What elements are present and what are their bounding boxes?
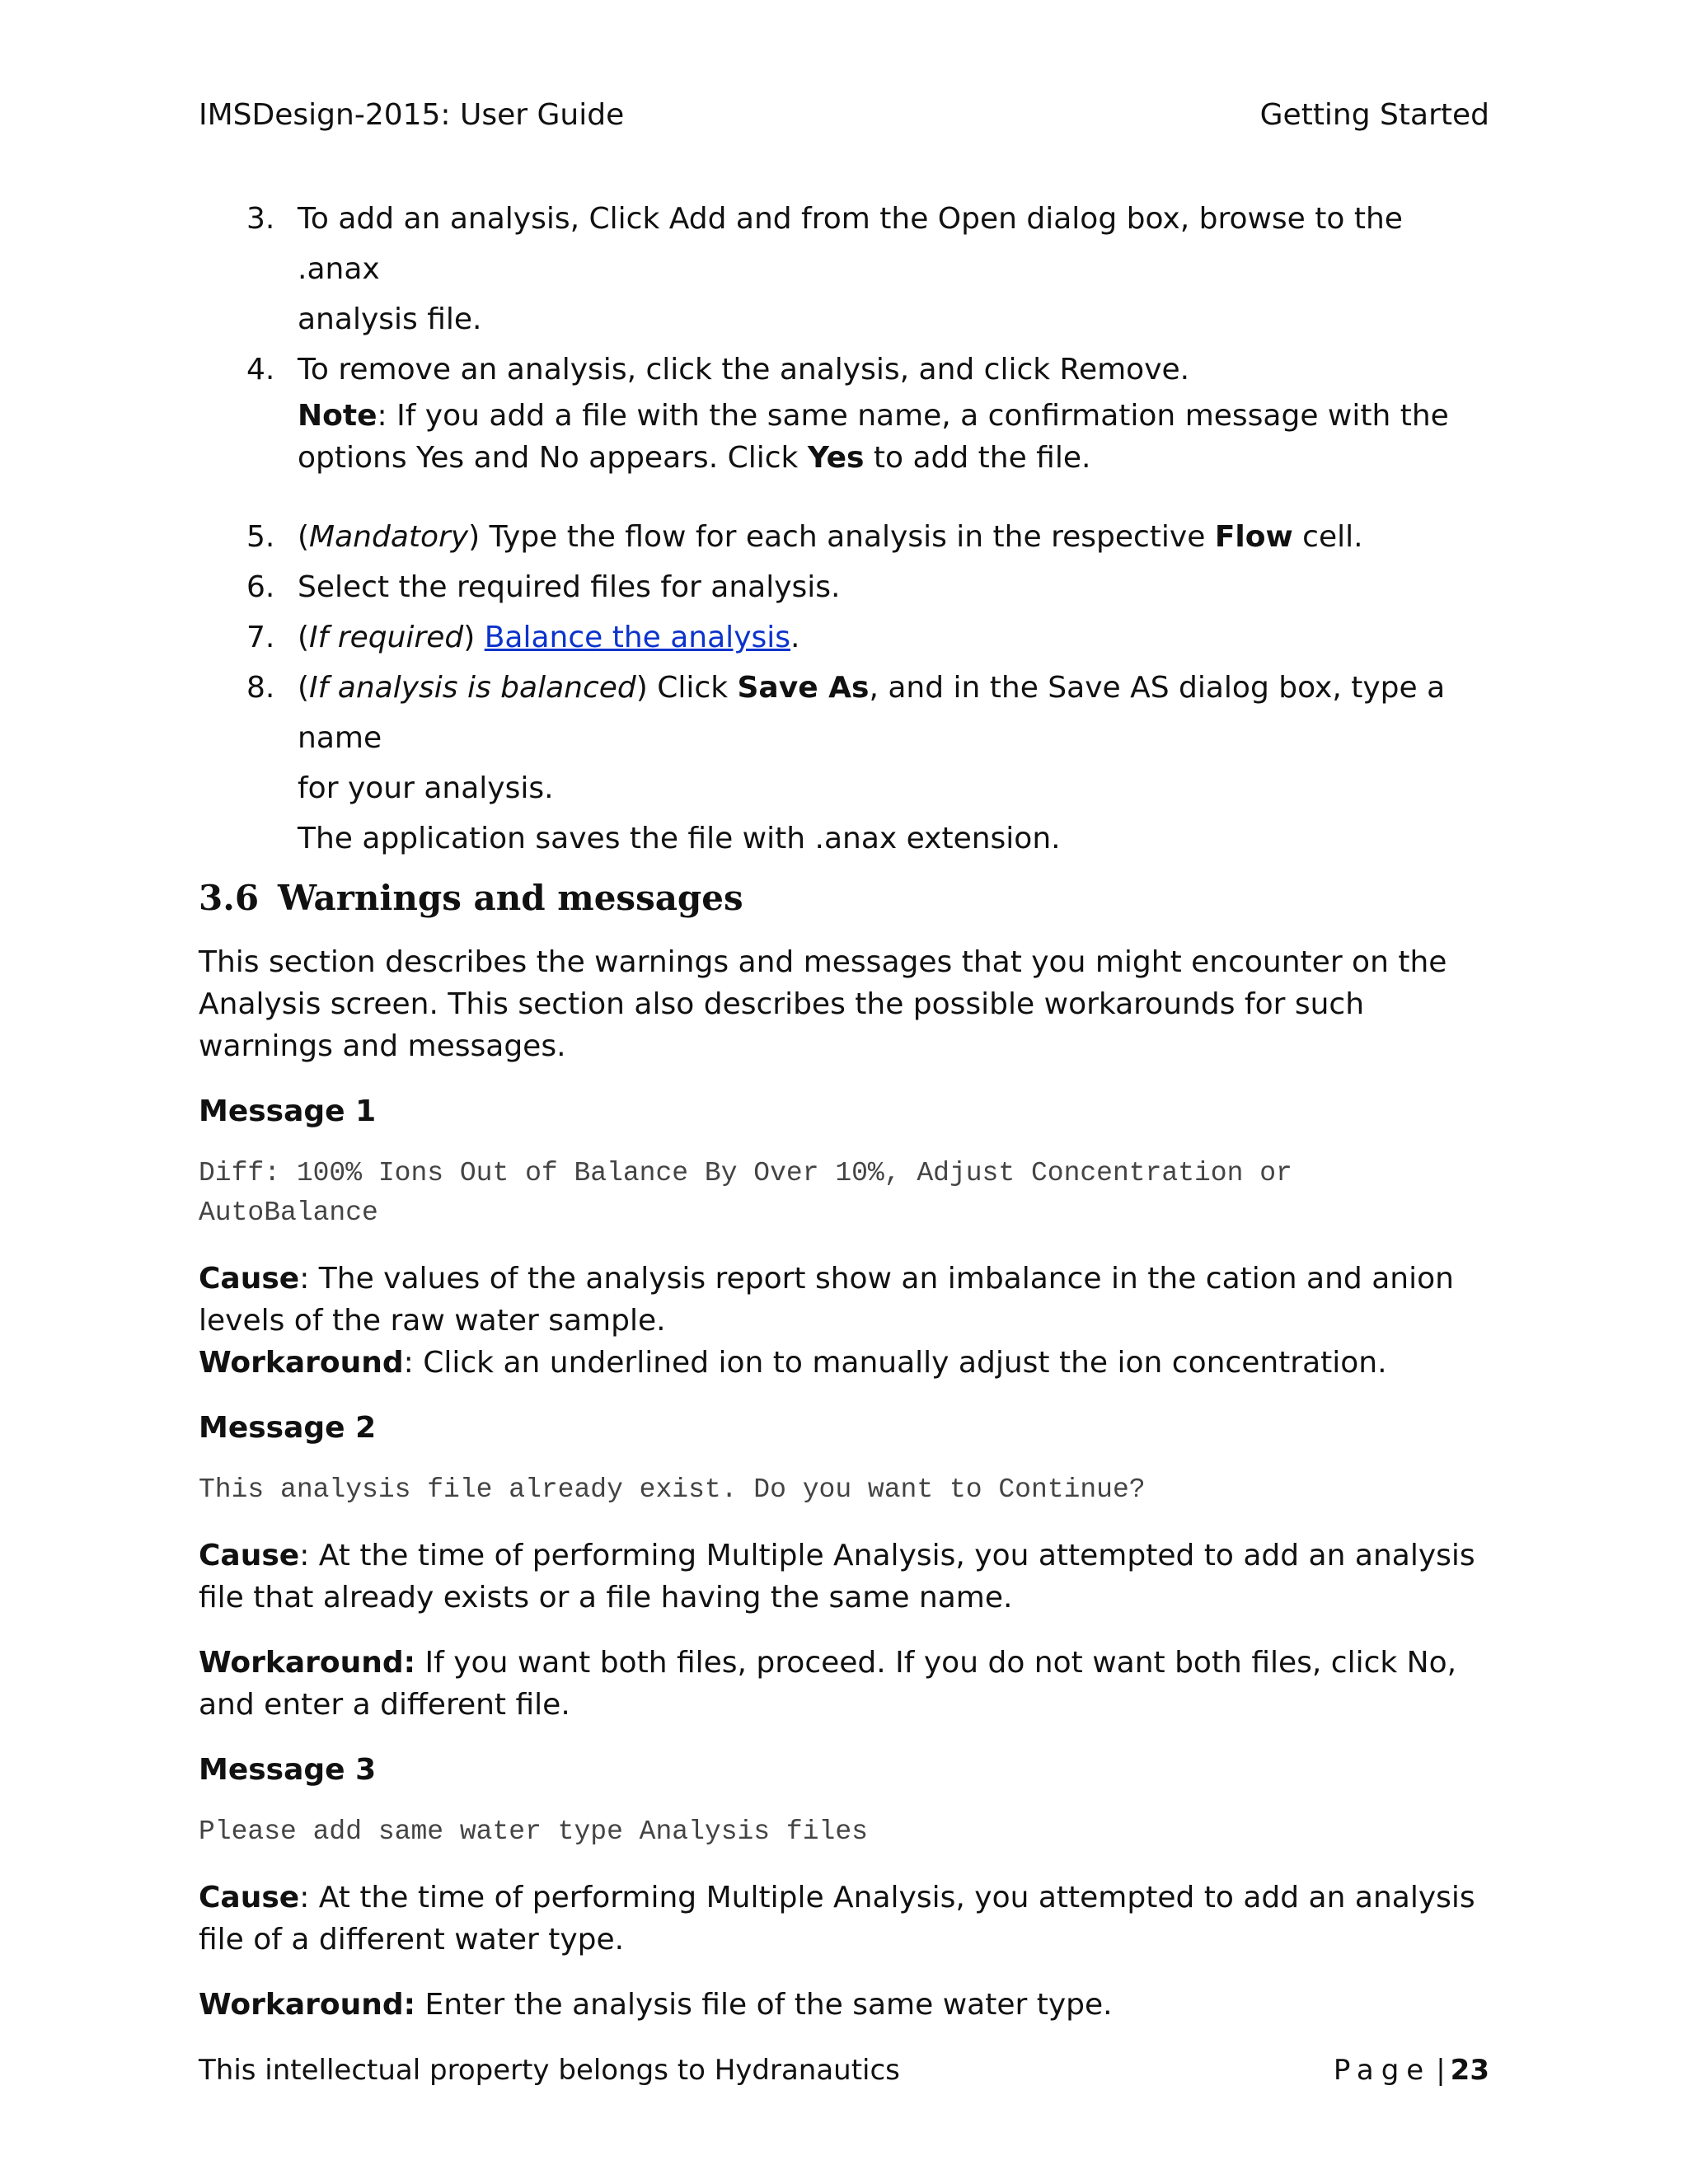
message-code-line: Please add same water type Analysis files	[199, 1816, 868, 1847]
workaround-label: Workaround	[199, 1346, 404, 1380]
note-block	[298, 395, 1489, 479]
page-number-block: Page | 23	[1333, 2054, 1489, 2087]
step-text-continued: for your analysis.	[298, 771, 554, 805]
cause-text: : At the time of performing Multiple Analysis, you attempted to add an analysis file of a different water type.	[199, 1881, 1475, 1957]
message-workaround	[199, 1642, 1489, 1726]
step-keyword: Save As	[737, 671, 870, 705]
step-condition: If analysis is balanced	[309, 671, 636, 705]
page-content	[199, 194, 1489, 2049]
balance-analysis-link[interactable]: Balance the analysis	[484, 621, 791, 654]
cause-text: : At the time of performing Multiple Analysis, you attempted to add an analysis file that already exists or a file having the same name.	[199, 1539, 1475, 1615]
step-keyword: Flow	[1214, 520, 1293, 554]
message-block	[199, 1090, 1489, 1384]
step-text-continued: analysis file.	[298, 302, 482, 336]
step-text: To remove an analysis, click the analysis, and click Remove.	[298, 353, 1190, 387]
step-number: 3.	[246, 202, 275, 236]
note-text: : If you add a file with the same name, a confirmation message with the	[377, 399, 1449, 433]
step-text: Click	[647, 671, 738, 705]
page-label: Page	[1333, 2054, 1432, 2087]
message-code-line: This analysis file already exist. Do you want to Continue?	[199, 1474, 1146, 1505]
cause-label: Cause	[199, 1539, 300, 1572]
workaround-text: If you want both files, proceed. If you do not want both files, click No, and enter a different file.	[199, 1646, 1457, 1722]
step-text: Select the required files for analysis.	[298, 570, 841, 604]
workaround-label: Workaround:	[199, 1646, 416, 1680]
section-heading	[199, 874, 1489, 923]
section-number: 3.6	[199, 878, 260, 918]
note-text: to add the file.	[864, 441, 1091, 475]
message-code	[199, 1812, 1489, 1852]
page-header	[199, 95, 1489, 136]
message-cause	[199, 1258, 1489, 1342]
step-number: 6.	[246, 570, 275, 604]
page-footer	[199, 2050, 1489, 2091]
message-title: Message 1	[199, 1094, 377, 1128]
message-block	[199, 1407, 1489, 1726]
list-item: 7. (If required) Balance the analysis.	[199, 612, 1489, 663]
message-code-line: AutoBalance	[199, 1197, 378, 1228]
list-item: 8. (If analysis is balanced) Click Save As, and in the Save AS dialog box, type a name for your analysis. The application saves the file with .anax extension.	[199, 663, 1489, 864]
page-number: 23	[1450, 2054, 1489, 2087]
steps-list	[199, 194, 1489, 864]
message-workaround	[199, 1984, 1489, 2026]
message-title: Message 2	[199, 1411, 377, 1445]
step-number: 7.	[246, 621, 275, 654]
step-text: , and in the Save AS dialog box, type a name	[298, 671, 1446, 755]
note-yes: Yes	[807, 441, 865, 475]
step-number: 4.	[246, 353, 275, 387]
step-text: cell.	[1292, 520, 1363, 554]
step-condition: Mandatory	[309, 520, 469, 554]
note-text: options Yes and No appears. Click	[298, 441, 808, 475]
workaround-text: : Click an underlined ion to manually adjust the ion concentration.	[403, 1346, 1387, 1380]
message-workaround	[199, 1342, 1489, 1384]
message-title: Message 3	[199, 1753, 377, 1787]
workaround-text: Enter the analysis file of the same water type.	[415, 1988, 1113, 2022]
section-intro: This section describes the warnings and messages that you might encounter on the Analysis screen. This section also describes the possible workarounds for such warnings and messages.	[199, 945, 1447, 1063]
header-doc-title: IMSDesign-2015: User Guide	[199, 98, 625, 132]
header-chapter-title: Getting Started	[1259, 98, 1489, 132]
list-item	[199, 194, 1489, 344]
workaround-label: Workaround:	[199, 1988, 416, 2022]
message-code	[199, 1470, 1489, 1510]
message-cause	[199, 1877, 1489, 1961]
list-item: 5. (Mandatory) Type the flow for each analysis in the respective Flow cell.	[199, 512, 1489, 562]
cause-label: Cause	[199, 1262, 300, 1296]
step-number: 5.	[246, 520, 275, 554]
cause-label: Cause	[199, 1881, 300, 1915]
note-label: Note	[298, 399, 377, 433]
list-item	[199, 344, 1489, 479]
section-title: Warnings and messages	[278, 878, 743, 918]
list-item	[199, 562, 1489, 612]
step-text: To add an analysis, Click Add and from the Open dialog box, browse to the .anax	[298, 202, 1403, 286]
message-code-line: Diff: 100% Ions Out of Balance By Over 10%, Adjust Concentration or	[199, 1158, 1292, 1188]
step-condition: If required	[309, 621, 464, 654]
step-number: 8.	[246, 671, 275, 705]
message-cause	[199, 1535, 1489, 1619]
step-text: Type the flow for each analysis in the respective	[480, 520, 1215, 554]
message-block	[199, 1749, 1489, 2026]
cause-text: : The values of the analysis report show an imbalance in the cation and anion levels of the raw water sample.	[199, 1262, 1454, 1338]
message-code	[199, 1154, 1489, 1233]
footer-copyright: This intellectual property belongs to Hydranautics	[199, 2054, 900, 2087]
step-text: .	[790, 621, 800, 654]
step-result: The application saves the file with .anax extension.	[298, 822, 1061, 855]
